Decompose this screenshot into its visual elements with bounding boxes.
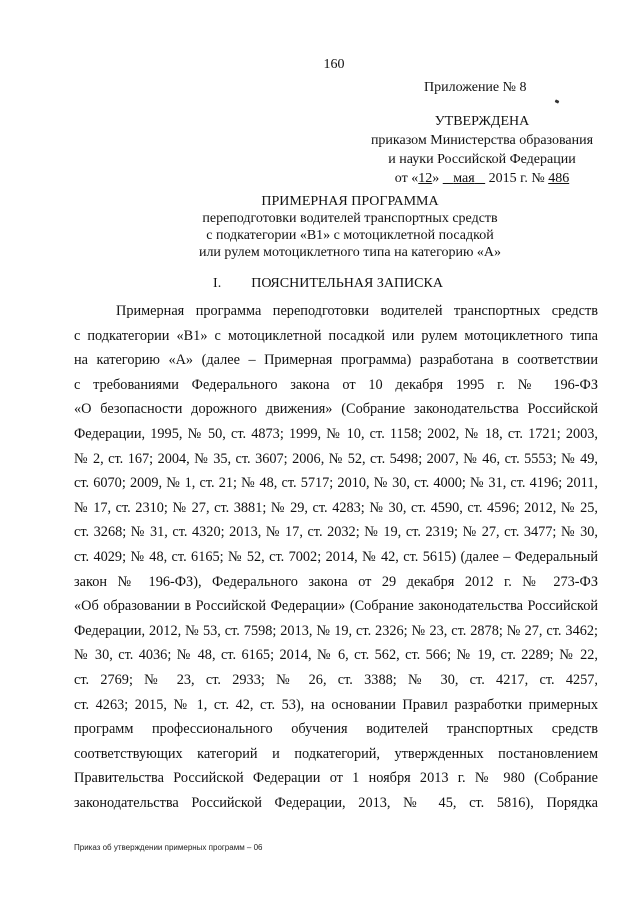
body-line: № 30, ст. 4036; № 48, ст. 6165; 2014, № 6, ст. 562, ст. 566; № 19, ст. 2289; № 22,	[74, 647, 598, 664]
body-line: № 17, ст. 2310; № 27, ст. 3881; № 29, ст. 4283; № 30, ст. 4590, ст. 4596; 2012, № 25,	[74, 499, 598, 516]
order-number: 486	[548, 171, 570, 186]
body-line: законодательства Российской Федерации, 2013, № 45, ст. 5816), Порядка	[74, 794, 598, 811]
body-line: ст. 4263; 2015, № 1, ст. 42, ст. 53), на основании Правил разработки примерных	[74, 696, 598, 713]
date-mid: »	[432, 171, 440, 186]
page-number: 160	[323, 57, 345, 72]
date-month: мая	[453, 171, 475, 186]
section-number: I.	[213, 276, 222, 291]
body-line: закон № 196-ФЗ), Федерального закона от 29 декабря 2012 г. № 273-ФЗ	[74, 573, 598, 590]
section-title: ПОЯСНИТЕЛЬНАЯ ЗАПИСКА	[251, 276, 443, 291]
date-year: 2015 г. №	[488, 171, 545, 186]
approval-block	[342, 112, 622, 188]
body-line: Федерации, 1995, № 50, ст. 4873; 1999, № 10, ст. 1158; 2002, № 18, ст. 1721; 2003,	[74, 425, 598, 442]
title-main: ПРИМЕРНАЯ ПРОГРАММА	[261, 194, 439, 209]
body-line: «О безопасности дорожного движения» (Собрание законодательства Российской	[74, 401, 598, 418]
body-line: программ профессионального обучения водителей транспортных средств	[74, 721, 598, 738]
body-line: № 2, ст. 167; 2004, № 35, ст. 3607; 2006, № 52, ст. 5498; 2007, № 46, ст. 5553; № 49,	[74, 450, 598, 467]
body-line: ст. 6070; 2009, № 1, ст. 21; № 48, ст. 5717; 2010, № 30, ст. 4000; № 31, ст. 4196; 2011,	[74, 475, 598, 492]
title-line-3: или рулем мотоциклетного типа на категорию «А»	[198, 245, 502, 260]
body-line: с требованиями Федерального закона от 10 декабря 1995 г. № 196-ФЗ	[74, 376, 598, 393]
body-text	[74, 299, 598, 815]
date-day: 12	[418, 171, 433, 186]
approval-heading: УТВЕРЖДЕНА	[434, 114, 530, 129]
approval-line-1: приказом Министерства образования	[370, 133, 594, 148]
body-line: Правительства Российской Федерации от 1 ноября 2013 г. № 980 (Собрание	[74, 770, 598, 787]
title-line-2: с подкатегории «В1» с мотоциклетной посадкой	[206, 228, 494, 243]
appendix-label: Приложение № 8	[424, 80, 527, 95]
body-line: соответствующих категорий и подкатегорий, утвержденных постановлением	[74, 745, 598, 762]
body-line: с подкатегории «В1» с мотоциклетной посадкой или рулем мотоциклетного типа	[74, 327, 598, 344]
body-line: на категорию «А» (далее – Примерная программа) разработана в соответствии	[74, 352, 598, 369]
date-prefix: от «	[394, 171, 419, 186]
body-line: «Об образовании в Российской Федерации» (Собрание законодательства Российской	[74, 598, 598, 615]
approval-date-line	[342, 169, 622, 188]
page-footer: Приказ об утверждении примерных программ – 06	[74, 843, 263, 852]
approval-line-2: и науки Российской Федерации	[388, 152, 576, 167]
title-line-1: переподготовки водителей транспортных средств	[202, 211, 498, 226]
body-line: Федерации, 2012, № 53, ст. 7598; 2013, № 19, ст. 2326; № 23, ст. 2878; № 27, ст. 3462;	[74, 622, 598, 639]
body-line: ст. 4029; № 48, ст. 6165; № 52, ст. 7002; 2014, № 42, ст. 5615) (далее – Федеральный	[74, 548, 598, 565]
body-line: ст. 2769; № 23, ст. 2933; № 26, ст. 3388; № 30, ст. 4217, ст. 4257,	[74, 671, 598, 688]
section-heading	[8, 276, 640, 292]
body-line: Примерная программа переподготовки водителей транспортных средств	[116, 303, 598, 319]
program-title	[30, 193, 640, 261]
body-line: ст. 3268; № 31, ст. 4320; 2013, № 17, ст. 2032; № 19, ст. 2319; № 27, ст. 3477; № 30,	[74, 524, 598, 541]
scan-speck	[555, 99, 560, 103]
